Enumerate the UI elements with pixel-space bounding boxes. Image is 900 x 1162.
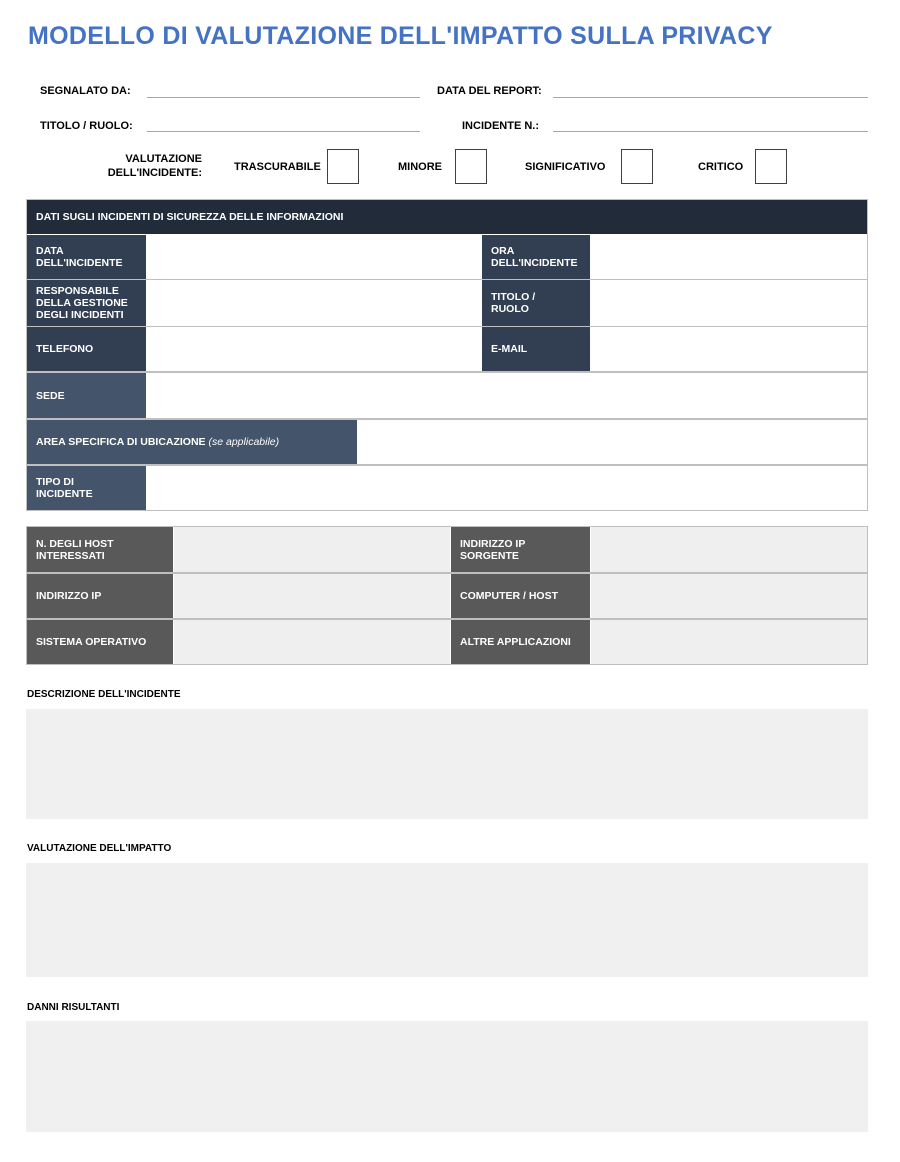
email-field[interactable] — [591, 327, 867, 371]
assessment-label-line1: VALUTAZIONE — [125, 153, 202, 165]
affected-hosts-label-line1: N. DEGLI HOST — [36, 537, 114, 550]
assessment-label — [100, 152, 202, 180]
incident-date-label — [27, 235, 146, 279]
incident-time-label-line1: ORA — [491, 245, 515, 257]
email-label: E-MAIL — [482, 327, 590, 371]
incident-date-field[interactable] — [147, 235, 481, 279]
incident-time-label-line2: DELL'INCIDENTE — [491, 257, 578, 269]
specific-area-label-text: AREA SPECIFICA DI UBICAZIONE — [36, 436, 206, 448]
title-role-field[interactable] — [147, 131, 420, 132]
operating-system-label: SISTEMA OPERATIVO — [27, 620, 173, 664]
report-date-field[interactable] — [553, 97, 868, 98]
affected-hosts-label-line2: INTERESSATI — [36, 549, 105, 562]
manager-role-label — [482, 280, 590, 326]
impact-label: VALUTAZIONE DELL'IMPATTO — [27, 843, 172, 854]
affected-hosts-field[interactable] — [174, 527, 450, 572]
other-apps-label: ALTRE APPLICAZIONI — [451, 620, 590, 664]
source-ip-label — [451, 527, 590, 572]
site-label: SEDE — [27, 373, 146, 418]
computer-host-field[interactable] — [591, 574, 867, 618]
incident-type-label-line2: INCIDENTE — [36, 488, 93, 500]
ip-address-field[interactable] — [174, 574, 450, 618]
reported-by-field[interactable] — [147, 97, 420, 98]
page-title: MODELLO DI VALUTAZIONE DELL'IMPATTO SULLA PRIVACY — [28, 22, 773, 50]
assessment-label-line2: DELL'INCIDENTE: — [107, 167, 202, 179]
incident-date-label-line2: DELL'INCIDENTE — [36, 257, 123, 269]
checkbox-minor[interactable] — [455, 149, 487, 184]
incident-type-field[interactable] — [147, 466, 867, 510]
specific-area-field[interactable] — [358, 420, 867, 464]
incident-manager-label-line3: DEGLI INCIDENTI — [36, 309, 124, 321]
manager-role-field[interactable] — [591, 280, 867, 326]
option-critical-label: CRITICO — [698, 161, 744, 173]
incident-manager-label-line1: RESPONSABILE — [36, 285, 119, 297]
incident-no-field[interactable] — [553, 131, 868, 132]
site-field[interactable] — [147, 373, 867, 418]
other-apps-field[interactable] — [591, 620, 867, 664]
incident-type-label — [27, 466, 146, 510]
manager-role-label-line1: TITOLO / — [491, 291, 536, 303]
title-role-label: TITOLO / RUOLO: — [40, 120, 133, 132]
manager-role-label-line2: RUOLO — [491, 303, 529, 315]
checkbox-significant[interactable] — [621, 149, 653, 184]
incident-manager-label-line2: DELLA GESTIONE — [36, 297, 128, 309]
report-date-label: DATA DEL REPORT: — [437, 85, 542, 97]
security-table-header: DATI SUGLI INCIDENTI DI SICUREZZA DELLE INFORMAZIONI — [27, 200, 867, 234]
incident-manager-label — [27, 280, 146, 326]
specific-area-label — [27, 420, 357, 464]
incident-time-label — [482, 235, 590, 279]
checkbox-critical[interactable] — [755, 149, 787, 184]
ip-address-label: INDIRIZZO IP — [27, 574, 173, 618]
impact-field[interactable] — [26, 863, 868, 977]
source-ip-label-line1: INDIRIZZO IP — [460, 537, 526, 550]
source-ip-label-line2: SORGENTE — [460, 549, 519, 562]
incident-manager-field[interactable] — [147, 280, 481, 326]
option-significant-label: SIGNIFICATIVO — [525, 161, 606, 173]
description-label: DESCRIZIONE DELL'INCIDENTE — [27, 689, 181, 700]
operating-system-field[interactable] — [174, 620, 450, 664]
incident-time-field[interactable] — [591, 235, 867, 279]
option-negligible-label: TRASCURABILE — [234, 161, 321, 173]
affected-hosts-label — [27, 527, 173, 572]
option-minor-label: MINORE — [398, 161, 442, 173]
computer-host-label: COMPUTER / HOST — [451, 574, 590, 618]
incident-no-label: INCIDENTE N.: — [462, 120, 539, 132]
reported-by-label: SEGNALATO DA: — [40, 85, 131, 97]
phone-label: TELEFONO — [27, 327, 146, 371]
damages-field[interactable] — [26, 1021, 868, 1132]
description-field[interactable] — [26, 709, 868, 819]
damages-label: DANNI RISULTANTI — [27, 1002, 120, 1013]
source-ip-field[interactable] — [591, 527, 867, 572]
checkbox-negligible[interactable] — [327, 149, 359, 184]
specific-area-note: (se applicabile) — [208, 436, 280, 448]
phone-field[interactable] — [147, 327, 481, 371]
incident-type-label-line1: TIPO DI — [36, 476, 74, 488]
incident-date-label-line1: DATA — [36, 245, 64, 257]
